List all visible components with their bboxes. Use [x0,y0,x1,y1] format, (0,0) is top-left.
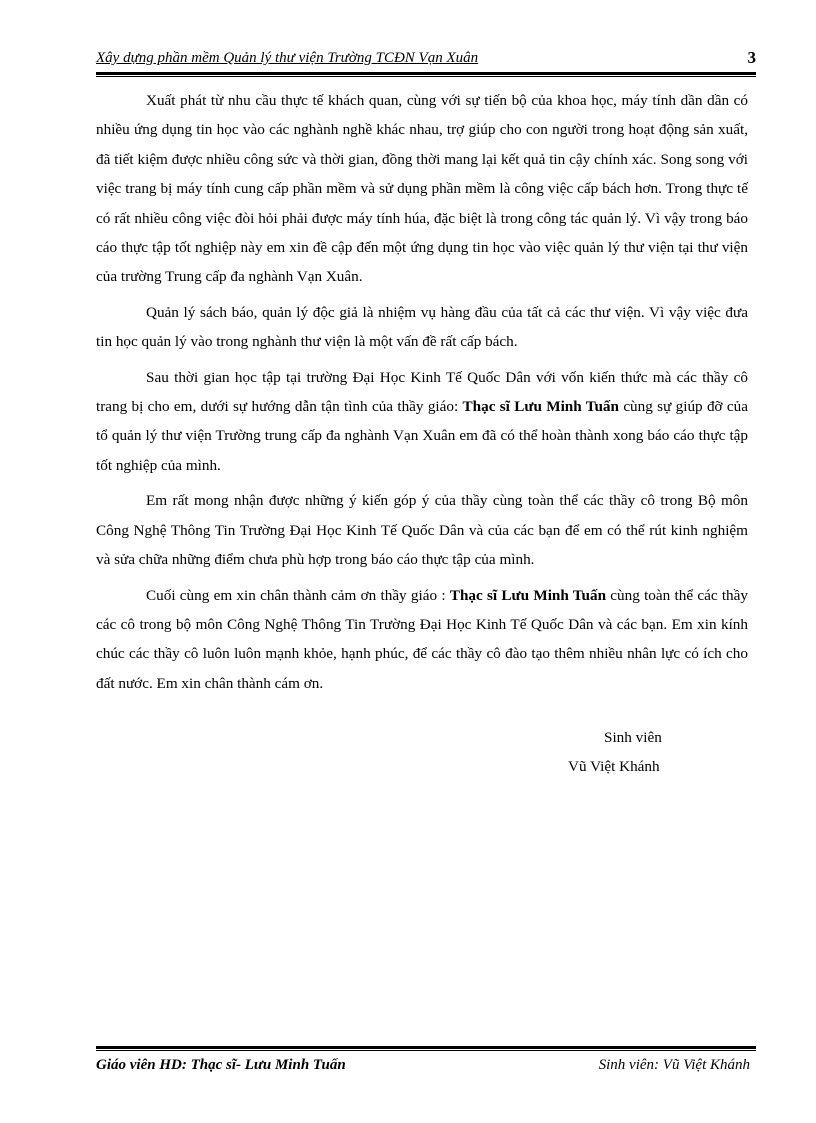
paragraph-thanks [96,581,748,699]
signature-name: Vũ Việt Khánh [568,758,660,775]
header-rule-thin [96,76,756,77]
page-header [96,48,756,70]
paragraph-intro: Xuất phát từ nhu cầu thực tế khách quan, cùng với sự tiến bộ của khoa học, máy tính dần dần có nhiều ứng dụng tin học vào các nghành nghề khác nhau, trợ giúp cho con người trong hoạt động sản xuất, đã tiết kiệm được nhiều công sức và thời gian, đồng thời mang lại kết quả tin cậy chính xác. Song song với việc trang bị máy tính cung cấp phần mềm và sử dụng phần mềm là công việc cấp bách hơn. Trong thực tế có rất nhiều công việc đòi hỏi phải được máy tính húa, đặc biệt là trong công tác quản lý. Vì vậy trong báo cáo thực tập tốt nghiệp này em xin đề cập đến một ứng dụng tin học vào việc quản lý thư viện tại thư viện của trường Trung cấp đa nghành Vạn Xuân. [96,92,748,286]
advisor-name: Thạc sĩ Lưu Minh Tuấn [462,398,619,416]
paragraph-text: cùng sự giúp đỡ của tổ quản lý thư viện Trường trung cấp đa nghành Vạn Xuân em đã có thể hoàn thành xong báo cáo thực tập tốt nghiệp của mình. [96,398,748,474]
signature-block [568,723,662,781]
paragraph-study [96,363,748,481]
footer-advisor: Giáo viên HD: Thạc sĩ- Lưu Minh Tuấn [96,1057,346,1073]
header-rule-thick [96,72,756,75]
footer-student: Sinh viên: Vũ Việt Khánh [598,1057,750,1073]
footer-rule-thin [96,1050,756,1051]
paragraph-text: cùng toàn thể các thầy các cô trong bộ môn Công Nghệ Thông Tin Trường Đại Học Kinh Tế Quốc Dân và các bạn. Em xin kính chúc các thầy cô luôn luôn mạnh khỏe, hạnh phúc, để các thầy cô đào tạo thêm nhiều nhân lực có ích cho đất nước. Em xin chân thành cám ơn. [96,586,748,692]
document-body [96,86,748,704]
paragraph-management: Quản lý sách báo, quản lý độc giả là nhiệm vụ hàng đầu của tất cả các thư viện. Vì vậy việc đưa tin học quản lý vào trong nghành thư viện là một vấn đề rất cấp bách. [96,303,748,351]
signature-title: Sinh viên [604,729,662,746]
page-number: 3 [747,48,756,67]
paragraph-feedback: Em rất mong nhận được những ý kiến góp ý của thầy cùng toàn thể các thầy cô trong Bộ môn Công Nghệ Thông Tin Trường Đại Học Kinh Tế Quốc Dân và của các bạn để em có thể rút kinh nghiệm và sửa chữa những điểm chưa phù hợp trong báo cáo thực tập của mình. [96,492,748,569]
advisor-name: Thạc sĩ Lưu Minh Tuấn [449,586,607,604]
header-title: Xây dựng phần mềm Quản lý thư viện Trường TCĐN Vạn Xuân [96,50,479,66]
paragraph-text: Cuối cùng em xin chân thành cảm ơn thầy giáo : [146,586,450,604]
footer-rule-thick [96,1046,756,1049]
paragraph-text: Sau thời gian học tập tại trường Đại Học Kinh Tế Quốc Dân với vốn kiến thức mà các thầy cô trang bị cho em, dưới sự hướng dẫn tận tình của thầy giáo: [96,368,748,416]
